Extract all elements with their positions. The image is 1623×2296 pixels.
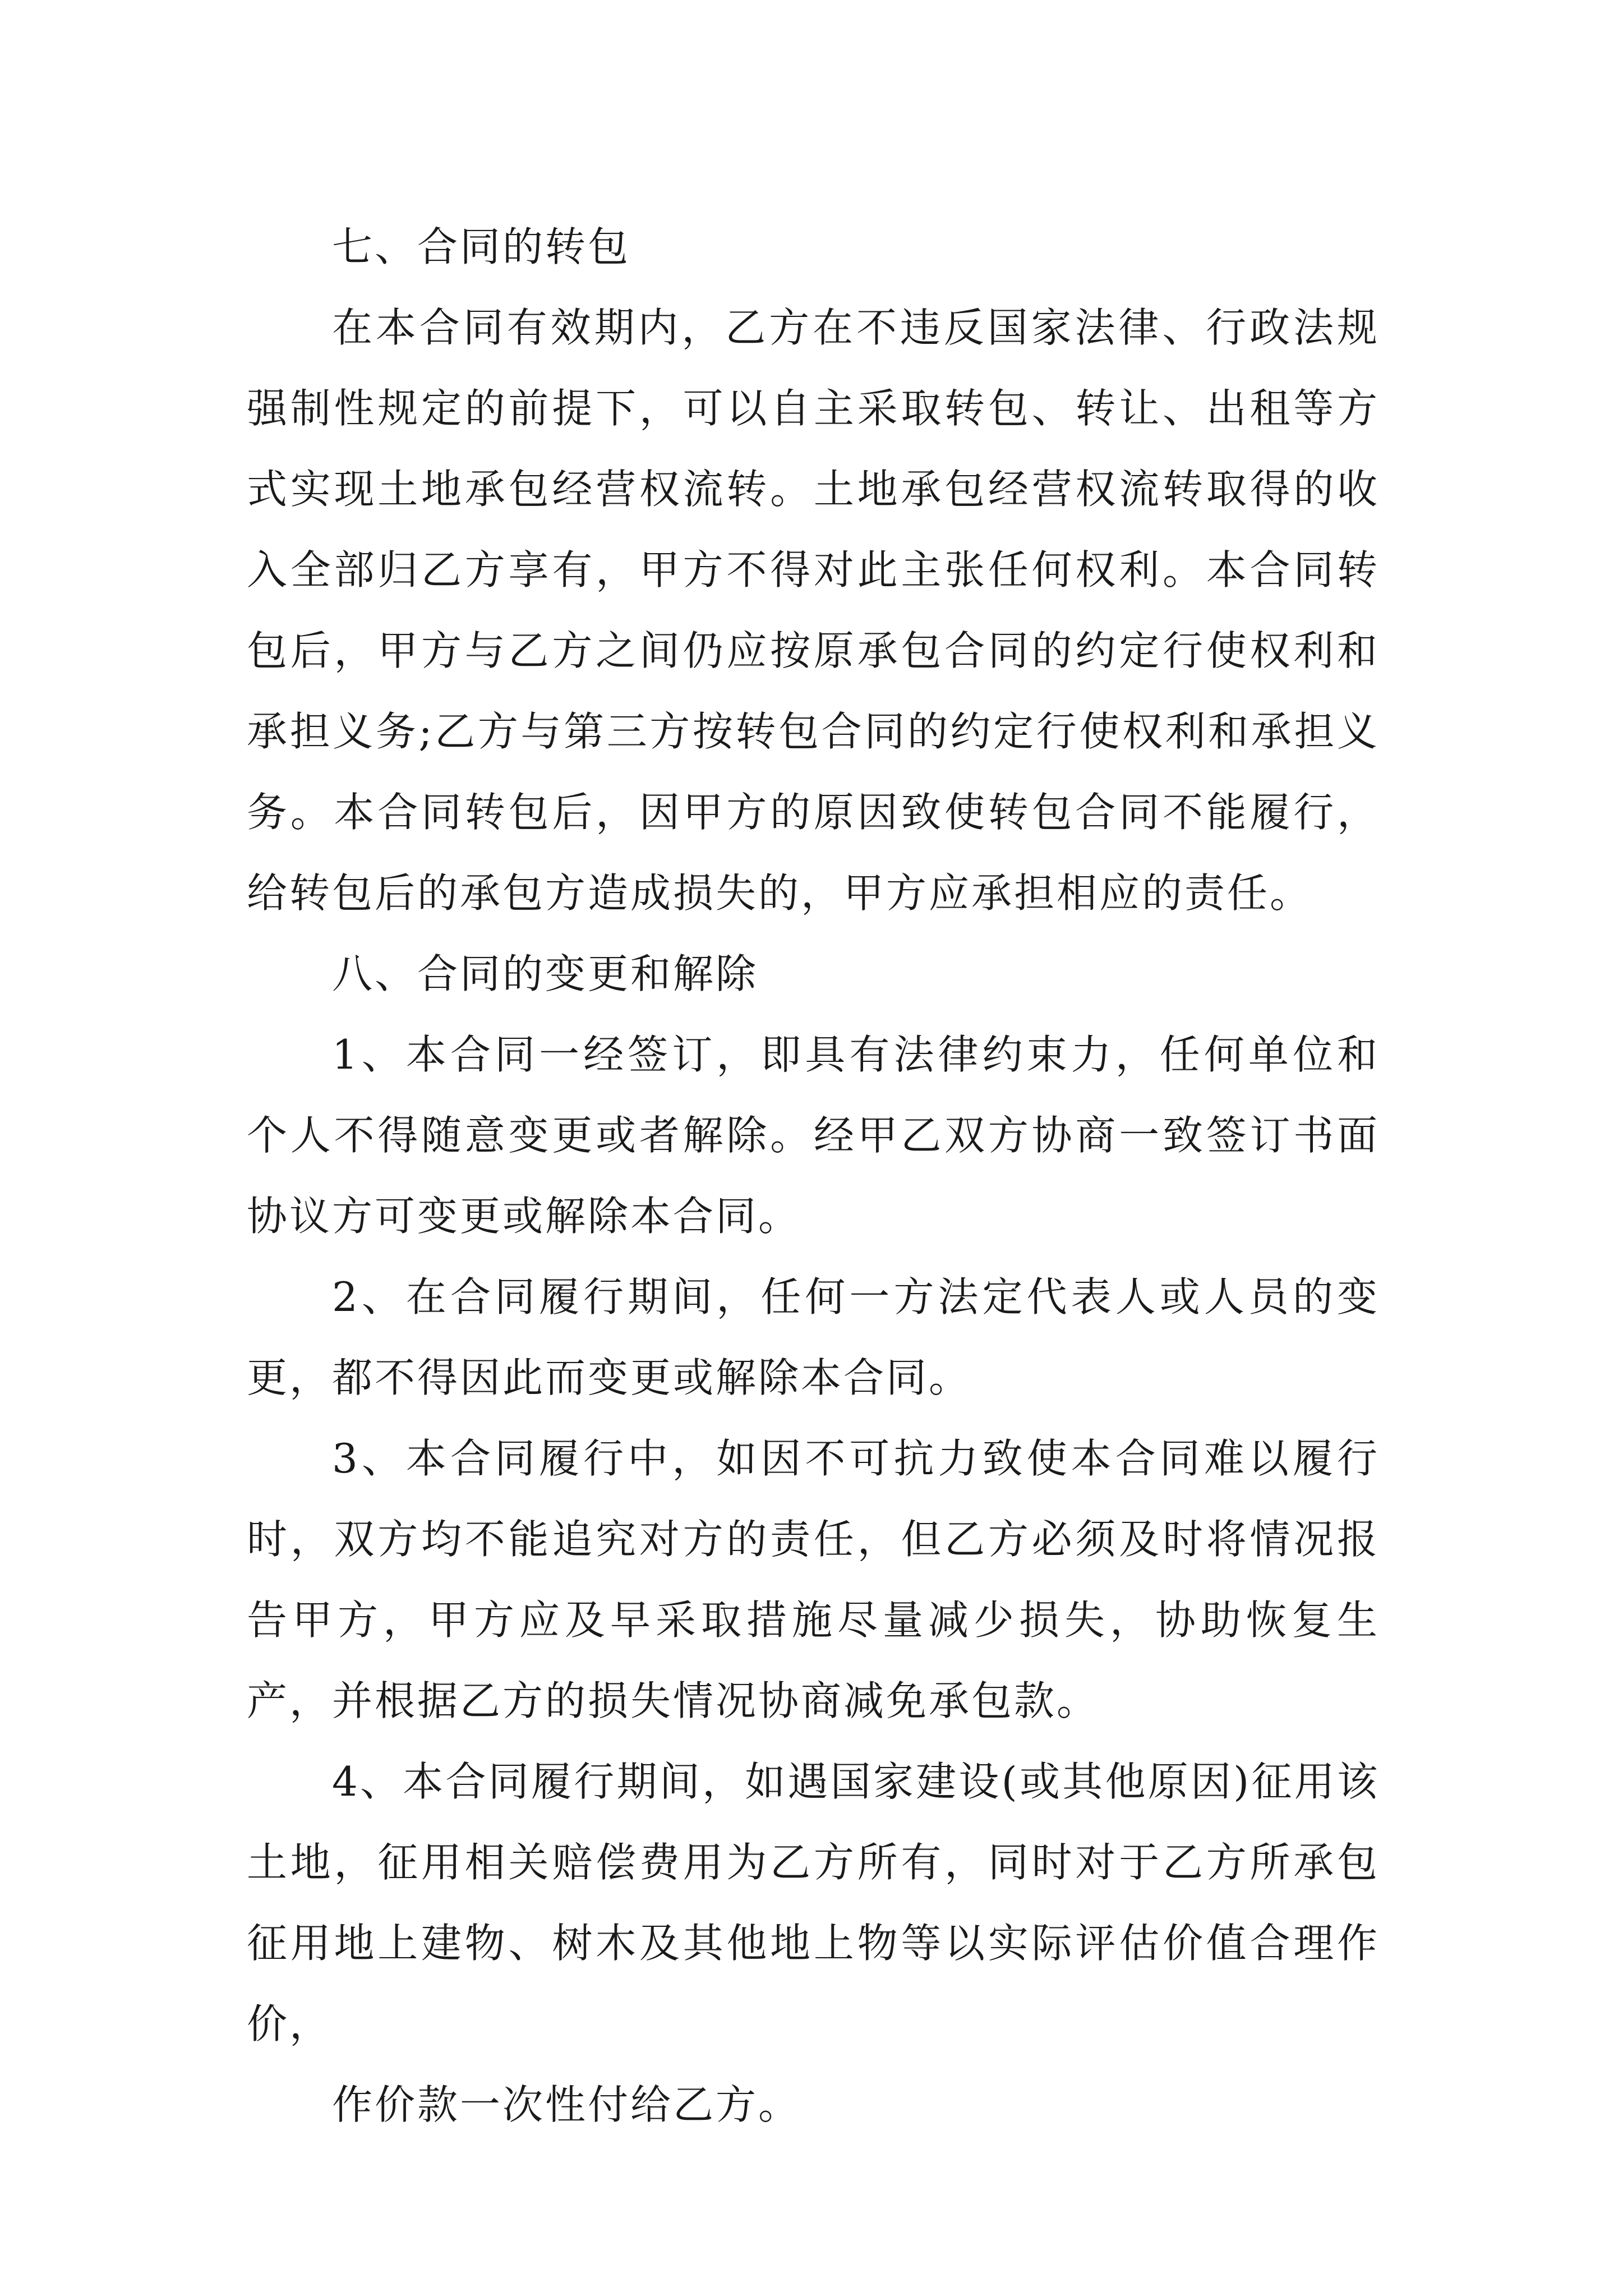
- section-8-item-4: 4、本合同履行期间，如遇国家建设(或其他原因)征用该土地，征用相关赔偿费用为乙方所有，同时对于乙方所承包征用地上建物、树木及其他地上物等以实际评估价值合理作价，: [247, 1758, 1380, 2047]
- section-8-item-3: 3、本合同履行中，如因不可抗力致使本合同难以履行时，双方均不能追究对方的责任，但乙方必须及时将情况报告甲方，甲方应及早采取措施尽量减少损失，协助恢复生产，并根据乙方的损失情况协商减免承包款。: [247, 1435, 1380, 1724]
- section-8-item-1: 1、本合同一经签订，即具有法律约束力，任何单位和个人不得随意变更或者解除。经甲乙双方协商一致签订书面协议方可变更或解除本合同。: [247, 1031, 1380, 1240]
- section-8-heading: 八、合同的变更和解除: [332, 950, 759, 997]
- section-8-item-2: 2、在合同履行期间，任何一方法定代表人或人员的变更，都不得因此而变更或解除本合同。: [247, 1273, 1380, 1401]
- document-body: [247, 206, 1380, 2145]
- section-8-item-4-continued: 作价款一次性付给乙方。: [332, 2081, 801, 2128]
- section-7-heading: 七、合同的转包: [332, 223, 631, 270]
- section-7-paragraph: 在本合同有效期内，乙方在不违反国家法律、行政法规强制性规定的前提下，可以自主采取转包、转让、出租等方式实现土地承包经营权流转。土地承包经营权流转取得的收入全部归乙方享有，甲方不得对此主张任何权利。本合同转包后，甲方与乙方之间仍应按原承包合同的约定行使权利和承担义务;乙方与第三方按转包合同的约定行使权利和承担义务。本合同转包后，因甲方的原因致使转包合同不能履行，给转包后的承包方造成损失的，甲方应承担相应的责任。: [247, 304, 1380, 917]
